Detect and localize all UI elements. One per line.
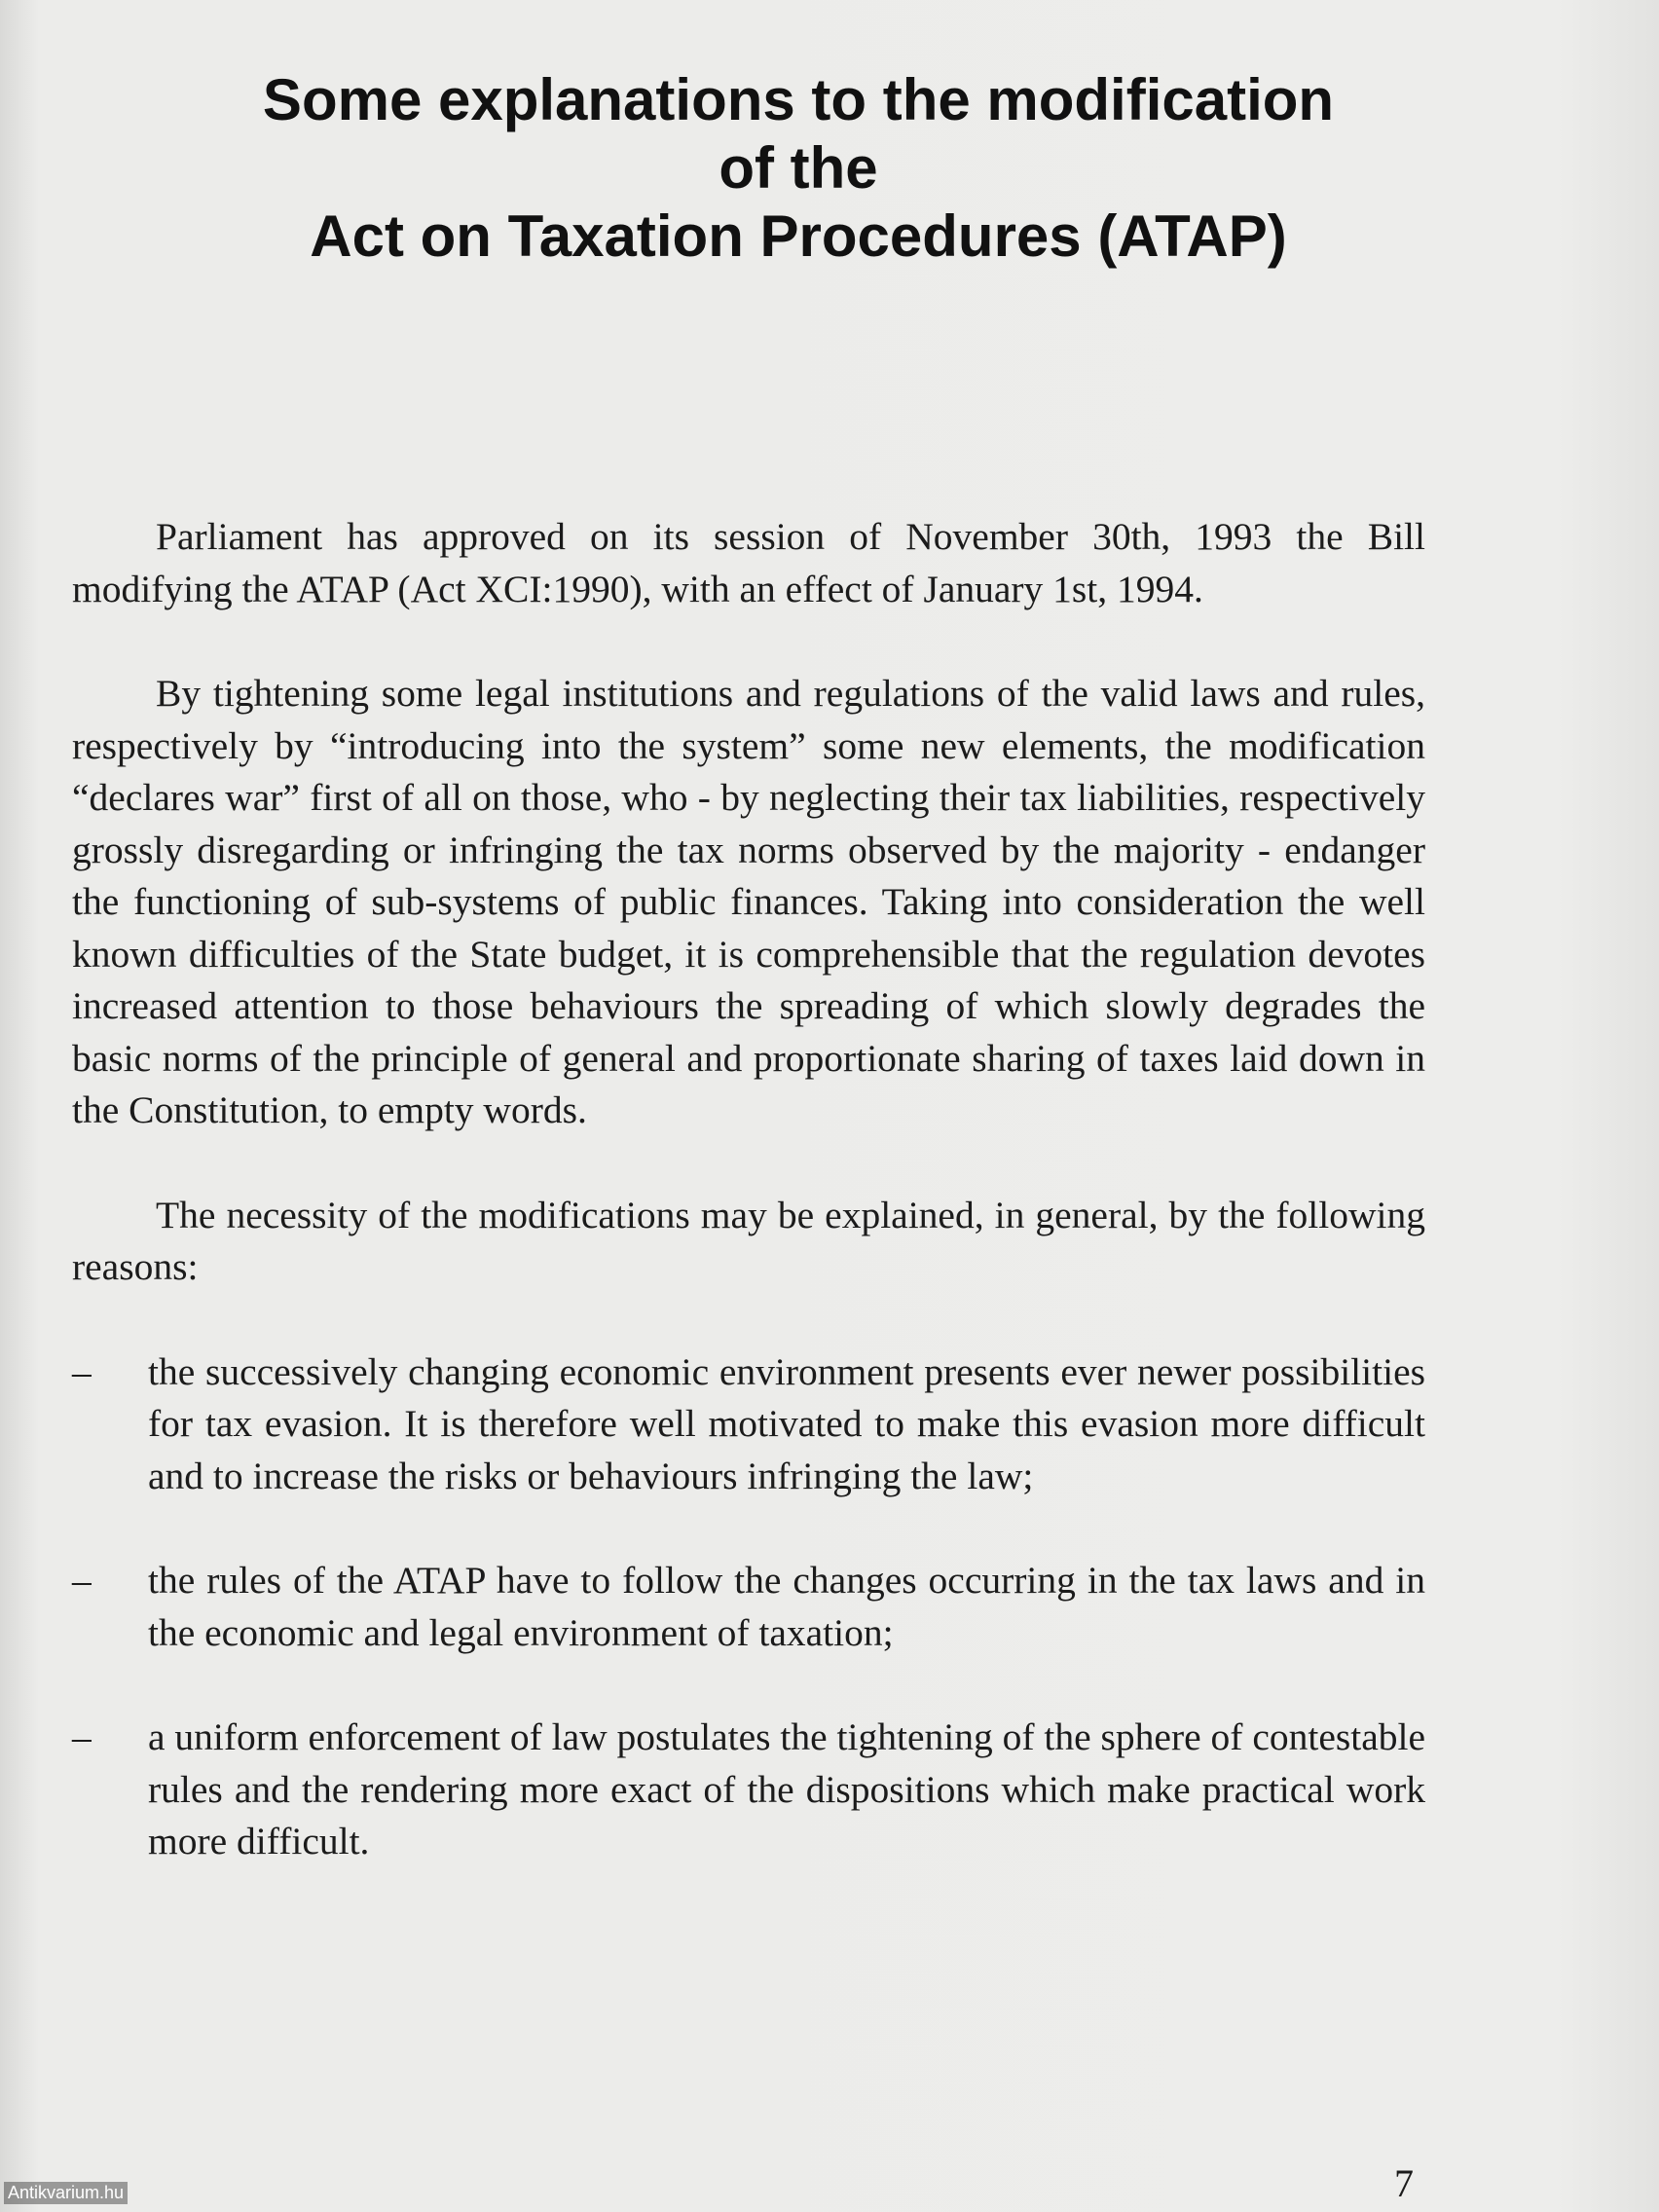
paragraph-purpose: By tightening some legal institutions and regulations of the valid laws and rules, respectively by “introducing into the system” some new elements, the modification “declares war” first of all on those, who - by neglecting their tax liabilities, respectively grossly disregarding or infringing the tax norms observed by the majority - endanger the functioning of sub-systems of public finances. Taking into consideration the well known difficulties of the State budget, it is comprehensible that the regulation devotes increased attention to those behaviours the spreading of which slowly degrades the basic norms of the principle of general and proportionate sharing of taxes laid down in the Constitution, to empty words. <box>72 672 1425 1131</box>
list-item-text: the successively changing economic environment presents ever newer possibilities for tax evasion. It is therefore well motivated to make this evasion more difficult and to increase the risks or behaviours infringing the law; <box>148 1349 1425 1497</box>
list-dash: – <box>72 1559 92 1602</box>
paragraph-approval: Parliament has approved on its session of November 30th, 1993 the Bill modifying the ATAP (Act XCI:1990), with an effect of January 1st, 1994. <box>72 515 1425 610</box>
list-item <box>72 1555 1425 1659</box>
list-item <box>72 1346 1425 1503</box>
document-body <box>72 511 1425 1921</box>
list-item <box>72 1712 1425 1868</box>
watermark-credit: Antikvarium.hu <box>4 2182 128 2204</box>
title-line-1: Some explanations to the modification <box>262 67 1335 132</box>
list-dash: – <box>72 1715 92 1758</box>
page-number: 7 <box>1394 2161 1414 2205</box>
list-item-text: a uniform enforcement of law postulates the tightening of the sphere of contestable rules and the rendering more exact of the dispositions which make practical work more difficult. <box>148 1715 1425 1862</box>
reasons-list <box>72 1346 1425 1868</box>
title-line-2: of the <box>719 135 878 201</box>
list-dash: – <box>72 1349 92 1393</box>
paragraph-reasons-intro: The necessity of the modifications may be explained, in general, by the following reasons: <box>72 1193 1425 1288</box>
document-title <box>58 66 1538 271</box>
title-line-3: Act on Taxation Procedures (ATAP) <box>310 203 1287 269</box>
list-item-text: the rules of the ATAP have to follow the changes occurring in the tax laws and in the economic and legal environment of taxation; <box>148 1559 1425 1654</box>
